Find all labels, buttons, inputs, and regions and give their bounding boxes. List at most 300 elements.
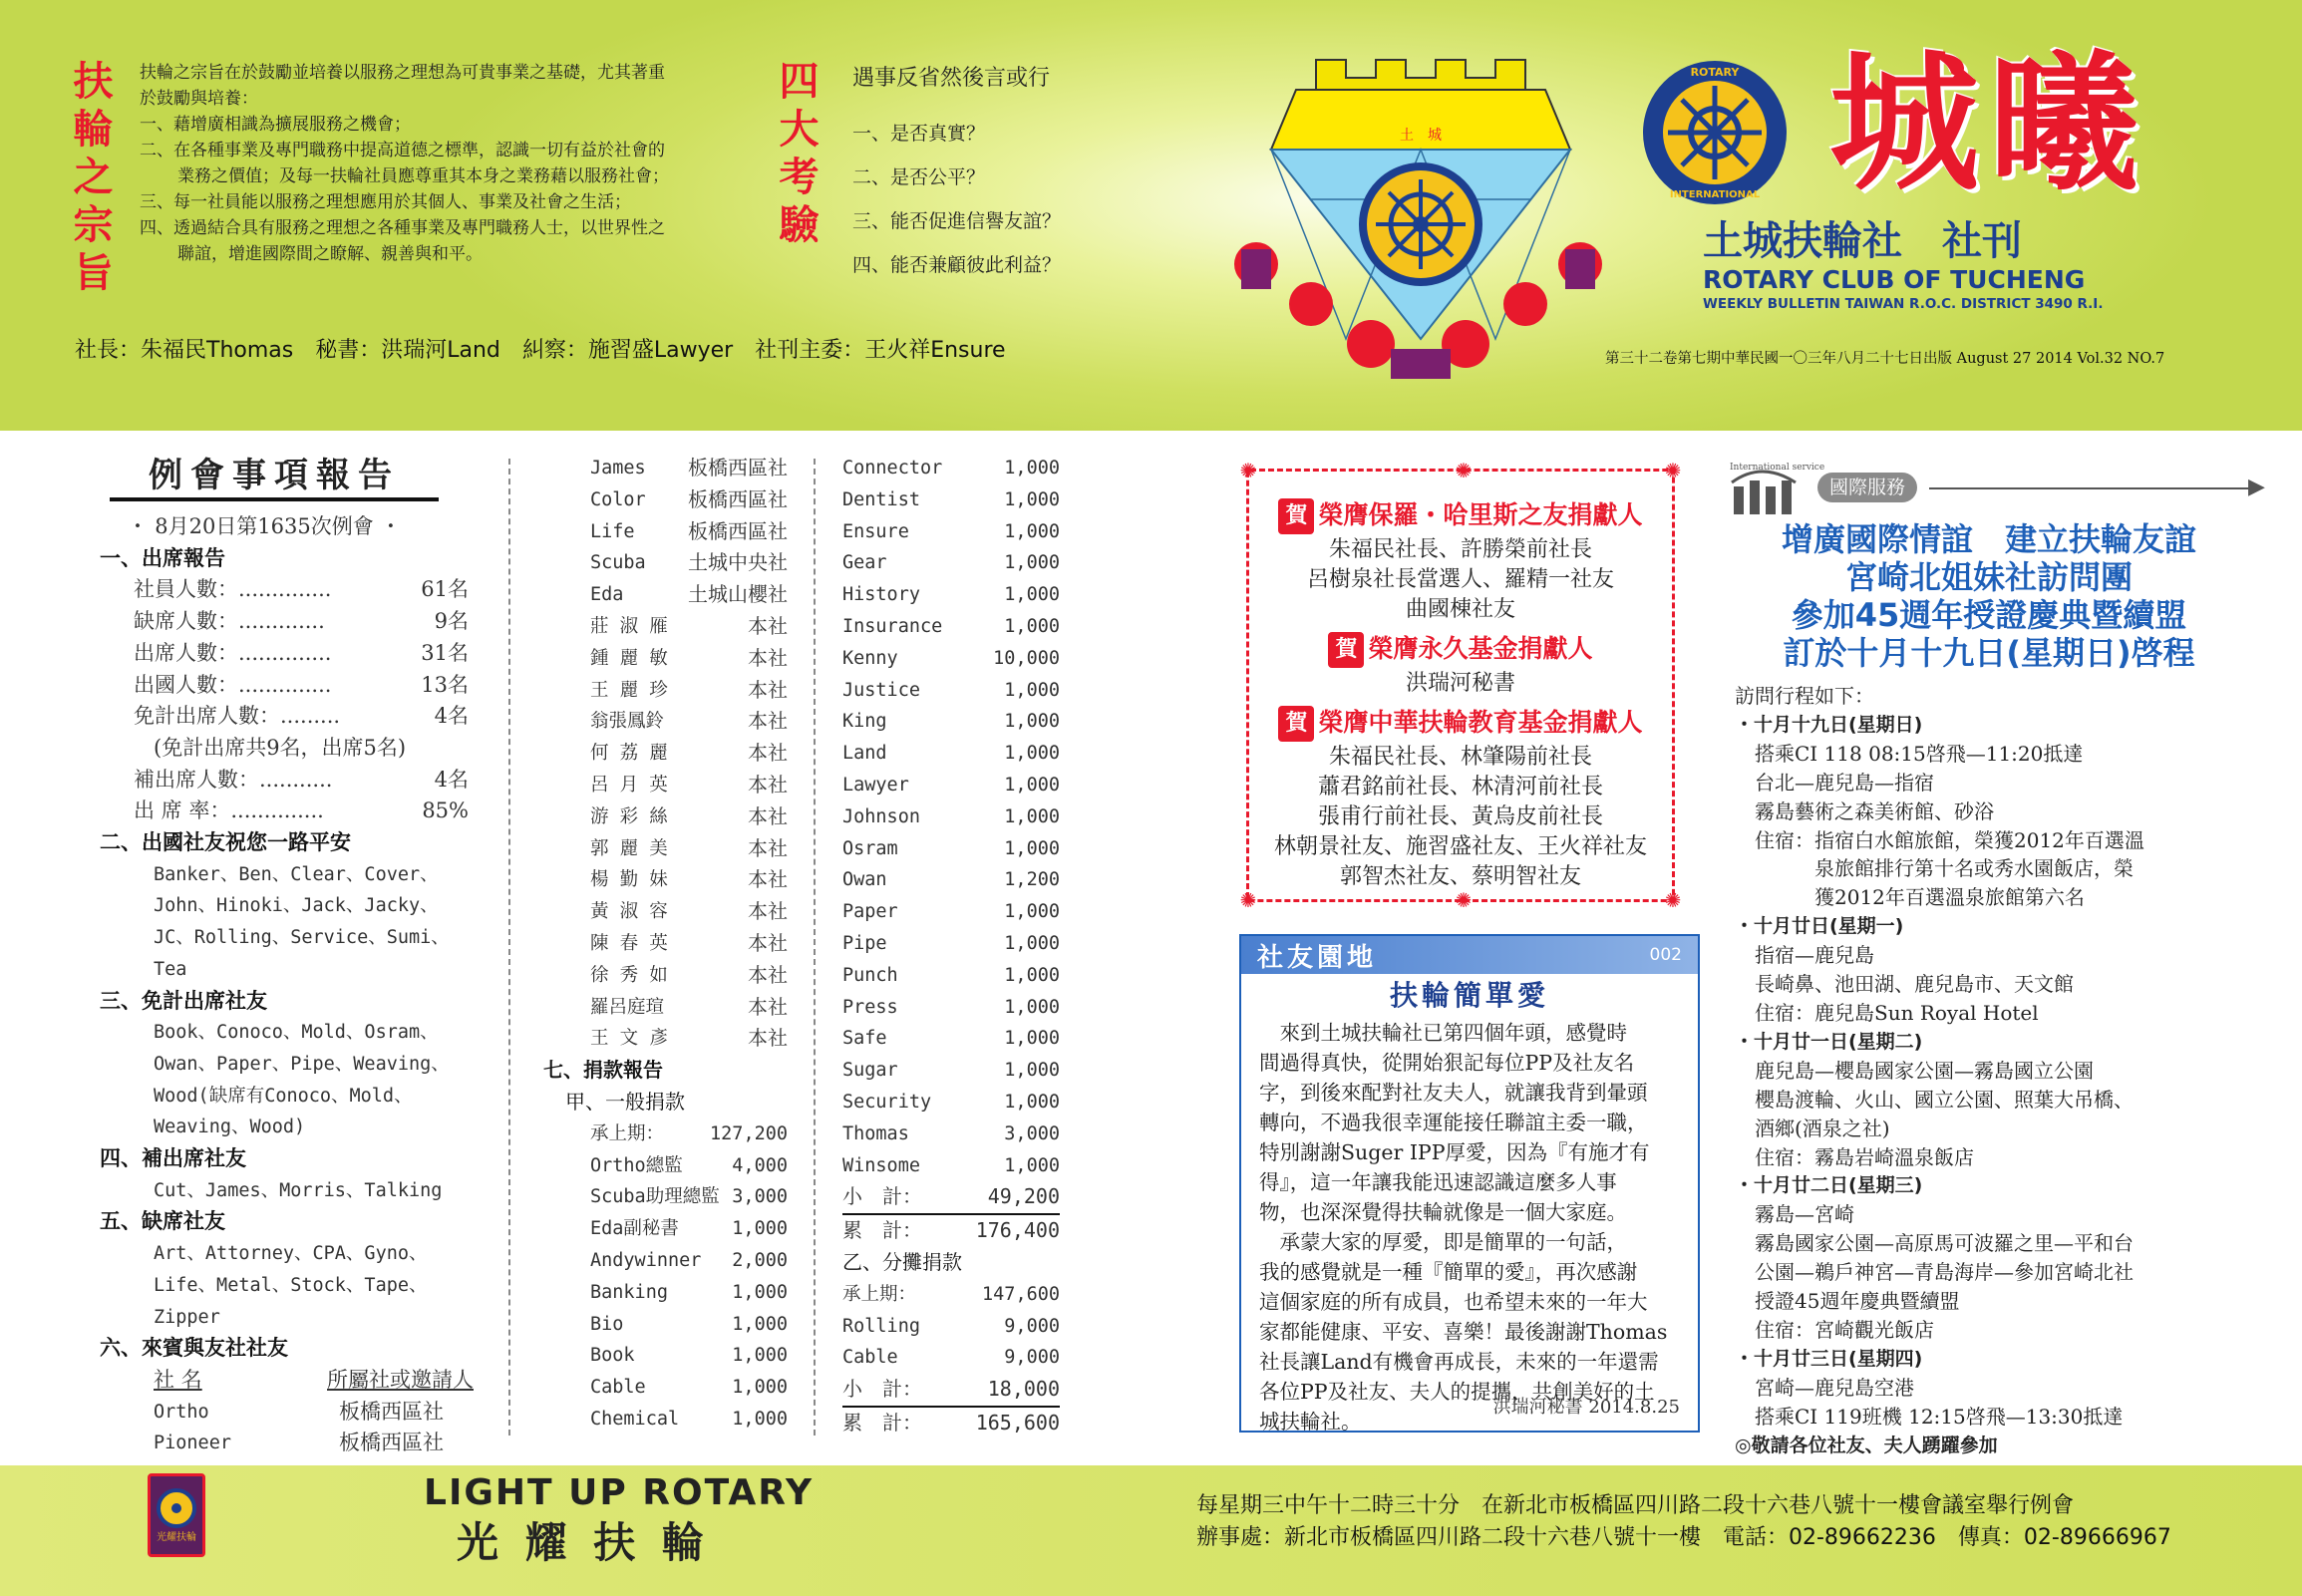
lantern-logo [148, 1473, 205, 1557]
motto-item: 三、每一社員能以服務之理想應用於其個人、事業及社會之生活； [140, 192, 631, 212]
donor-line: 蕭君銘前社長、林清河前社長 [1317, 775, 1603, 799]
attendance-row-value: 4名 [434, 767, 469, 792]
donation-row-label: Dentist [842, 488, 920, 510]
total-row-2: 累 計： 165,600 [842, 1410, 1060, 1435]
guest-club: 本社 [748, 962, 788, 987]
guest-row [543, 516, 788, 548]
donation-row [842, 960, 1060, 992]
guest-club: 土城中央社 [688, 550, 788, 575]
donation-row [842, 1087, 1060, 1118]
guest-row [543, 643, 788, 675]
donation-row-value: 1,000 [1004, 837, 1060, 859]
article-line: 這個家庭的所有成員，也希望未來的一年大 [1259, 1290, 1648, 1314]
member-names-line: Book、Conoco、Mold、Osram、 [154, 1022, 439, 1044]
guest-name: 游 彩 絲 [590, 805, 668, 827]
itinerary-line: 住宿：宮崎觀光飯店 [1735, 1317, 1934, 1342]
meeting-report-column [100, 454, 474, 1459]
itinerary-day-heading: ・十月廿日(星期一) [1735, 915, 1904, 938]
itinerary-line: 住宿：指宿白水館旅館，榮獲2012年百選溫 [1735, 827, 2144, 852]
donation-row [842, 1150, 1060, 1182]
itinerary-line: 泉旅館排行第十名或秀水園飯店，榮 [1735, 856, 2134, 881]
donation-row-value: 1,000 [1004, 679, 1060, 701]
donation-row-label: 承上期： [590, 1122, 665, 1144]
guest-club: 本社 [748, 867, 788, 892]
itinerary-line: 長崎鼻、池田湖、鹿兒島市、天文館 [1735, 972, 2074, 997]
article-line: 承蒙大家的厚愛，即是簡單的一句話， [1259, 1230, 1627, 1254]
attendance-row-value: 13名 [421, 672, 469, 697]
donation-row-value: 1,000 [1004, 901, 1060, 923]
itinerary-day-heading: ・十月廿一日(星期二) [1735, 1030, 1923, 1053]
donation-row-value: 1,000 [1004, 743, 1060, 765]
donor-line: 洪瑞河秘書 [1405, 671, 1515, 696]
guest-club: 本社 [748, 645, 788, 670]
donation-row-label: Eda副秘書 [590, 1218, 679, 1240]
guest-row [543, 484, 788, 516]
donation-row-label: Winsome [842, 1154, 920, 1176]
general-donations-title: 甲、一般捐款 [565, 1089, 685, 1114]
donation-row-label: Cable [590, 1377, 646, 1399]
guest-name: 楊 勤 妹 [590, 869, 668, 891]
section-donations: 七、捐款報告 [543, 1058, 663, 1083]
attendance-row-value: 31名 [421, 640, 469, 665]
member-garden-box [1239, 934, 1700, 1433]
itinerary-line: 霧島藝術之森美術館、砂浴 [1735, 798, 1994, 823]
section-guests: 六、來賓與友社社友 [100, 1336, 288, 1361]
donation-list [543, 1118, 788, 1436]
svg-text:土 城: 土 城 [1400, 128, 1442, 144]
guest-club: 本社 [748, 709, 788, 734]
donation-row [842, 675, 1060, 707]
four-way-test-title: 四大考驗 [773, 60, 819, 251]
guest-row [543, 579, 788, 611]
itinerary-line: 台北—鹿兒島—指宿 [1735, 770, 1934, 795]
donor-line: 朱福民社長、林肇陽前社長 [1328, 745, 1592, 770]
shared-donation-row-value: 9,000 [1004, 1347, 1060, 1369]
subtotal-row-2: 小 計： 18,000 [842, 1374, 1060, 1408]
donation-row-label: Scuba助理總監 [590, 1186, 720, 1208]
guest-name: Pioneer [154, 1433, 231, 1454]
subtotal-row: 小 計： 49,200 [842, 1181, 1060, 1215]
donation-row [842, 896, 1060, 928]
member-garden-header: 社友園地 002 [1241, 936, 1698, 974]
article-body [1241, 1018, 1698, 1436]
endowment-heading: 賀 榮膺永久基金捐獻人 [1249, 629, 1672, 669]
guest-row [543, 770, 788, 801]
member-names-line: John、Hinoki、Jack、Jacky、 [154, 895, 439, 917]
shared-donation-row-value: 9,000 [1004, 1315, 1060, 1337]
donation-row-label: Justice [842, 679, 920, 701]
donation-row-value: 127,200 [710, 1122, 788, 1144]
shared-donation-row-label: 承上期： [842, 1283, 917, 1305]
article-title: 扶輪簡單愛 [1389, 979, 1549, 1012]
footer-bar [0, 1465, 2302, 1596]
attendance-row-value: 61名 [421, 577, 469, 602]
office-contact: 辦事處：新北市板橋區四川路二段十六巷八號十一樓 電話：02-89662236 傳真：02-89666967 [1196, 1525, 2171, 1550]
donation-row-label: Kenny [842, 647, 898, 669]
guest-list-continued [543, 453, 788, 1055]
itinerary-line: 公園—鵜戶神宮—青島海岸—參加宮崎北社 [1735, 1260, 2134, 1285]
attendance-note: (免計出席共9名，出席5名) [154, 735, 407, 760]
donation-row-label: Gear [842, 552, 887, 574]
shared-donation-row [842, 1279, 1060, 1311]
guest-club: 本社 [748, 772, 788, 797]
paul-harris-heading: 賀 榮膺保羅・哈里斯之友捐獻人 [1249, 495, 1672, 535]
donation-row [842, 928, 1060, 960]
itinerary-line: 宮崎—鹿兒島空港 [1735, 1375, 1914, 1400]
endowment-donors [1249, 669, 1672, 699]
donation-row [543, 1277, 788, 1309]
section-attendance: 一、出席報告 [100, 545, 225, 570]
trip-headline-line: 訂於十月十九日(星期日)啓程 [1783, 634, 2195, 672]
member-names-line: Life、Metal、Stock、Tape、 [154, 1274, 428, 1296]
donation-row-value: 1,000 [1004, 1060, 1060, 1082]
article-line: 家都能健康、平安、喜樂！最後謝謝Thomas [1259, 1320, 1668, 1344]
donation-row [842, 453, 1060, 484]
donation-row [543, 1118, 788, 1150]
guest-club: 板橋西區社 [339, 1399, 444, 1424]
donation-row-label: Insurance [842, 615, 943, 637]
donation-row [543, 1213, 788, 1245]
guest-row [543, 864, 788, 896]
guest-row [543, 833, 788, 865]
svg-text:INTERNATIONAL: INTERNATIONAL [1669, 189, 1761, 200]
donation-row [543, 1309, 788, 1341]
itinerary-line: 授證45週年慶典暨續盟 [1735, 1289, 1960, 1314]
donation-row [543, 1404, 788, 1436]
donation-row [543, 1245, 788, 1277]
itinerary-line: 住宿：霧島岩崎溫泉飯店 [1735, 1144, 1974, 1169]
donation-row-value: 1,000 [1004, 964, 1060, 986]
donation-row-label: History [842, 584, 920, 606]
attendance-row-label: 出國人數：.............. [134, 672, 332, 697]
guest-club: 本社 [748, 741, 788, 766]
donation-row [543, 1340, 788, 1372]
donation-row-value: 1,000 [732, 1408, 788, 1430]
donation-row-value: 1,000 [1004, 805, 1060, 827]
guest-row [543, 801, 788, 833]
donation-row [543, 1372, 788, 1404]
donation-row-label: Johnson [842, 805, 920, 827]
four-way-test-item: 三、能否促進信譽友誼？ [852, 210, 1062, 232]
donation-row-label: Sugar [842, 1060, 898, 1082]
itinerary-line: 搭乘CI 118 08:15啓飛—11:20抵達 [1735, 741, 2084, 766]
four-way-test-intro: 遇事反省然後言或行 [852, 66, 1051, 91]
shared-donations-title: 乙、分攤捐款 [842, 1249, 962, 1274]
donation-row-value: 3,000 [1004, 1122, 1060, 1144]
guest-table-header: 社 名 所屬社或邀請人 [154, 1367, 474, 1392]
attendance-row [100, 796, 469, 827]
itinerary-line: 訪問行程如下： [1735, 684, 1874, 708]
donation-row [842, 992, 1060, 1024]
guest-name: 徐 秀 如 [590, 964, 668, 986]
donation-row-value: 1,000 [1004, 996, 1060, 1018]
donation-row-value: 3,000 [732, 1186, 788, 1208]
itinerary-line: 指宿—鹿兒島 [1735, 943, 1874, 968]
donation-row-value: 10,000 [993, 647, 1060, 669]
club-subtitle: WEEKLY BULLETIN TAIWAN R.O.C. DISTRICT 3490 R.I. [1703, 296, 2104, 312]
international-service-badge: 國際服務 [1817, 473, 1917, 502]
guest-club: 土城山櫻社 [688, 582, 788, 607]
member-names-line: Tea [154, 958, 187, 980]
guest-row [100, 1428, 474, 1459]
itinerary-line: 鹿兒島—櫻島國家公園—霧島國立公園 [1735, 1058, 2094, 1083]
exempt-members [100, 1017, 474, 1143]
donation-row [842, 706, 1060, 738]
education-fund-heading: 賀 榮膺中華扶輪教育基金捐獻人 [1249, 703, 1672, 743]
itinerary-day-heading: ・十月十九日(星期日) [1735, 713, 1923, 736]
donation-row-value: 1,000 [1004, 488, 1060, 510]
four-way-test-item: 二、是否公平？ [852, 166, 986, 188]
donation-row-label: Safe [842, 1028, 887, 1050]
attendance-row [100, 638, 469, 670]
donation-row [842, 738, 1060, 770]
guest-name: 羅呂庭瑄 [590, 996, 665, 1018]
guest-name: 王 文 彥 [590, 1028, 668, 1050]
donation-row [842, 1055, 1060, 1087]
column-divider [508, 459, 510, 1436]
attendance-list [100, 574, 474, 733]
donation-row [543, 1150, 788, 1182]
trip-headline-line: 增廣國際情誼 建立扶輪友誼 [1781, 520, 2196, 558]
member-names-line: Cut、James、Morris、Talking [154, 1179, 443, 1201]
donation-row [842, 770, 1060, 801]
motto-list [140, 112, 738, 267]
guest-club: 本社 [748, 1026, 788, 1051]
donation-row-value: 1,200 [1004, 869, 1060, 891]
donation-row-value: 1,000 [1004, 1154, 1060, 1176]
attendance-row-value: 4名 [434, 704, 469, 729]
guest-name: 陳 春 英 [590, 932, 668, 954]
column-divider-2 [814, 459, 816, 1436]
member-names-line: Art、Attorney、CPA、Gyno、 [154, 1243, 428, 1265]
donation-row-value: 1,000 [732, 1281, 788, 1303]
guest-club: 本社 [748, 613, 788, 638]
guest-name: Color [590, 488, 646, 510]
attendance-row-value: 85% [422, 798, 469, 823]
donation-row-label: Connector [842, 458, 943, 479]
meeting-schedule: 每星期三中午十二時三十分 在新北市板橋區四川路二段十六巷八號十一樓會議室舉行例會 [1196, 1493, 2075, 1518]
attendance-row [100, 701, 469, 733]
motto-item: 一、藉增廣相識為擴展服務之機會； [140, 115, 411, 135]
rosette-icon: ✺ [1664, 888, 1682, 912]
guest-name: Scuba [590, 552, 646, 574]
itinerary-day-heading: ・十月廿二日(星期三) [1735, 1174, 1923, 1197]
guest-club: 板橋西區社 [688, 486, 788, 511]
donation-row-value: 1,000 [732, 1377, 788, 1399]
donation-row-value: 1,000 [1004, 1028, 1060, 1050]
shared-donation-row-value: 147,600 [982, 1283, 1060, 1305]
attendance-row-label: 社員人數：.............. [134, 577, 332, 602]
itinerary-line: 酒鄉(酒泉之社) [1735, 1116, 1890, 1140]
itinerary-line: 住宿：鹿兒島Sun Royal Hotel [1735, 1000, 2039, 1025]
donor-line: 朱福民社長、許勝榮前社長 [1328, 537, 1592, 562]
guest-row [543, 992, 788, 1024]
donation-row-label: Osram [842, 837, 898, 859]
donation-row [543, 1181, 788, 1213]
donation-row [842, 864, 1060, 896]
meeting-date: ・ 8月20日第1635次例會 ・ [127, 514, 402, 538]
guest-club: 板橋西區社 [688, 456, 788, 479]
member-names-line: JC、Rolling、Service、Sumi、 [154, 927, 450, 949]
four-way-test-item: 四、能否兼顧彼此利益？ [852, 254, 1062, 276]
meeting-report-title: 例會事項報告 [110, 454, 439, 501]
attendance-row-label: 補出席人數：........... [134, 767, 333, 792]
education-fund-donors [1249, 743, 1672, 892]
attendance-row-value: 9名 [434, 609, 469, 634]
donation-row [842, 516, 1060, 548]
itinerary-line: 櫻島渡輪、火山、國立公園、照葉大吊橋、 [1735, 1087, 2134, 1112]
guest-name: 郭 麗 美 [590, 837, 668, 859]
donation-row-label: Land [842, 743, 887, 765]
guest-row [543, 547, 788, 579]
donation-row [842, 1118, 1060, 1150]
donation-row-value: 4,000 [732, 1154, 788, 1176]
guest-row [543, 738, 788, 770]
article-signature: 洪瑞河秘書 2014.8.25 [1492, 1397, 1680, 1418]
donation-row-value: 1,000 [1004, 932, 1060, 954]
donation-row [842, 579, 1060, 611]
congratulations-box [1239, 459, 1682, 912]
attendance-row-label: 免計出席人數：......... [134, 704, 341, 729]
donation-row-value: 1,000 [1004, 520, 1060, 542]
guest-name: James [590, 458, 646, 479]
motto-text: 扶輪之宗旨在於鼓勵並培養以服務之理想為可貴事業之基礎，尤其著重 於鼓勵與培養： 一、藉增廣相識為擴展服務之機會； 二、在各種事業及專門職務中提高道德之標準，認識一切有益於社會的 業務之價值；及每一扶輪社員應尊重其本身之業務藉以服務社會； 三、每一社員能以服務之理想應用於其個人、事業及社會之生活； 四、透過結合具有服務之理想之各種事業及專門職務人士，以世界性之 聯誼，增進國際間之瞭解、親善與和平。 [140, 60, 738, 267]
donation-row-value: 1,000 [732, 1218, 788, 1240]
donation-row-value: 1,000 [1004, 552, 1060, 574]
rosette-icon: ✺ [1239, 459, 1257, 482]
member-names-line: Wood(缺席有Conoco、Mold、 [154, 1085, 413, 1107]
abroad-members [100, 859, 474, 986]
donation-row-label: Lawyer [842, 774, 909, 796]
member-names-line: Owan、Paper、Pipe、Weaving、 [154, 1053, 450, 1075]
donation-row-value: 1,000 [1004, 774, 1060, 796]
section-absent: 五、缺席社友 [100, 1209, 225, 1234]
member-names-line: Banker、Ben、Clear、Cover、 [154, 863, 439, 885]
member-names-line: Weaving、Wood) [154, 1117, 306, 1138]
rotary-international-badge [1640, 58, 1790, 207]
itinerary-line: 霧島—宮崎 [1735, 1202, 1854, 1227]
donation-row-label: Thomas [842, 1122, 909, 1144]
donation-row-label: Press [842, 996, 898, 1018]
donor-line: 張甫行前社長、黃烏皮前社長 [1317, 804, 1603, 829]
donation-row-value: 1,000 [1004, 615, 1060, 637]
makeup-members [100, 1175, 474, 1207]
arrow-line [1929, 487, 2258, 489]
donation-row [842, 484, 1060, 516]
guest-club: 本社 [748, 899, 788, 924]
trip-headline-line: 宮崎北姐妹社訪問團 [1844, 558, 2133, 596]
shared-donation-row-label: Rolling [842, 1315, 920, 1337]
guest-club: 本社 [748, 803, 788, 828]
article-line: 我的感覺就是一種『簡單的愛』，再次感謝 [1259, 1260, 1638, 1284]
article-line: 特別謝謝Suger IPP厚愛，因為『有施才有 [1259, 1140, 1650, 1164]
guest-name: Ortho [154, 1401, 209, 1423]
club-name-en: ROTARY CLUB OF TUCHENG [1703, 265, 2086, 294]
trip-itinerary [1735, 682, 2283, 1459]
donation-row [842, 833, 1060, 865]
guest-row [543, 928, 788, 960]
attendance-row [100, 606, 469, 638]
member-names-line: Zipper [154, 1306, 220, 1328]
motto-item: 業務之價值；及每一扶輪社員應尊重其本身之業務藉以服務社會； [177, 166, 669, 186]
article-line: 城扶輪社。 [1259, 1410, 1362, 1434]
donation-row-value: 1,000 [732, 1313, 788, 1335]
article-line: 來到土城扶輪社已第四個年頭，感覺時 [1259, 1021, 1627, 1045]
article-line: 各位PP及社友、夫人的提攜，共創美好的土 [1259, 1380, 1655, 1404]
trip-headline-line: 參加45週年授證慶典暨續盟 [1791, 596, 2187, 634]
attendance-row-label: 出 席 率：.............. [134, 798, 324, 823]
article-line: 字，到後來配對社友夫人，就讓我背到暈頭 [1259, 1081, 1648, 1105]
rotary-wheel-icon [151, 1482, 202, 1534]
attendance-row [100, 670, 469, 702]
guest-club: 本社 [748, 677, 788, 702]
section-abroad: 二、出國社友祝您一路平安 [100, 830, 351, 855]
donation-row-label: Security [842, 1091, 932, 1113]
motto-item: 四、透過結合具有服務之理想之各種事業及專門職務人士，以世界性之 [140, 218, 665, 238]
arrow-right-icon: ▶ [2248, 475, 2265, 499]
donor-line: 林朝景社友、施習盛社友、王火祥社友 [1273, 834, 1647, 859]
donation-row-value: 2,000 [732, 1249, 788, 1271]
guest-club: 板橋西區社 [339, 1431, 444, 1455]
section-exempt: 三、免計出席社友 [100, 988, 267, 1013]
donation-row-value: 1,000 [732, 1345, 788, 1367]
motto-item: 二、在各種事業及專門職務中提高道德之標準，認識一切有益於社會的 [140, 141, 665, 160]
rosette-icon: ✺ [1239, 888, 1257, 912]
guest-list [100, 1397, 474, 1459]
donation-row-value: 1,000 [1004, 584, 1060, 606]
trip-headline [1730, 520, 2248, 672]
attendance-row-label: 缺席人數：............. [134, 609, 325, 634]
light-up-rotary-en: LIGHT UP ROTARY [424, 1472, 815, 1513]
guests-donations-column [543, 453, 788, 1436]
guest-row [543, 896, 788, 928]
officers-line: 社長：朱福民Thomas 秘書：洪瑞河Land 糾察：施習盛Lawyer 社刊主委：王火祥Ensure [75, 338, 1006, 363]
shared-donation-list [842, 1279, 1060, 1374]
attendance-list-2 [100, 765, 474, 827]
guest-row [543, 611, 788, 643]
guest-row [543, 675, 788, 707]
guest-club: 本社 [748, 994, 788, 1019]
donation-row-label: Pipe [842, 932, 887, 954]
article-line: 轉向，不過我很幸運能接任聯誼主委一職， [1259, 1111, 1648, 1134]
guest-row [543, 960, 788, 992]
lantern-caption: 光耀扶輪 [157, 1532, 196, 1543]
issue-info: 第三十二卷第七期中華民國一〇三年八月二十七日出版 August 27 2014 Vol.32 NO.7 [1605, 351, 2165, 367]
donation-list-continued [842, 453, 1060, 1181]
club-name-cn: 土城扶輪社 社刊 [1703, 218, 2022, 264]
article-line: 得』，這一年讓我能迅速認識這麼多人事 [1259, 1170, 1617, 1194]
donation-row [842, 1023, 1060, 1055]
four-way-test-list [852, 112, 1061, 287]
article-line: 社長讓Land有機會再成長，未來的一年還需 [1259, 1350, 1659, 1374]
section-makeup: 四、補出席社友 [100, 1146, 246, 1171]
rosette-icon: ✺ [1664, 459, 1682, 482]
shared-donation-row [842, 1342, 1060, 1374]
article-line: 物，也深深覺得扶輪就像是一個大家庭。 [1259, 1200, 1627, 1224]
rosette-icon: ✺ [1455, 888, 1473, 912]
motto-item: 聯誼，增進國際間之瞭解、親善與和平。 [177, 244, 483, 264]
guest-club: 本社 [748, 835, 788, 860]
donation-row [842, 643, 1060, 675]
guest-name: 黃 淑 容 [590, 901, 668, 923]
total-row: 累 計： 176,400 [842, 1218, 1060, 1243]
guest-name: Eda [590, 584, 624, 606]
motto-title: 扶輪之宗旨 [67, 60, 113, 299]
tucheng-castle-logo [1221, 40, 1615, 389]
masthead-header [0, 0, 2302, 431]
guest-club: 本社 [748, 930, 788, 955]
guest-row [100, 1397, 474, 1429]
